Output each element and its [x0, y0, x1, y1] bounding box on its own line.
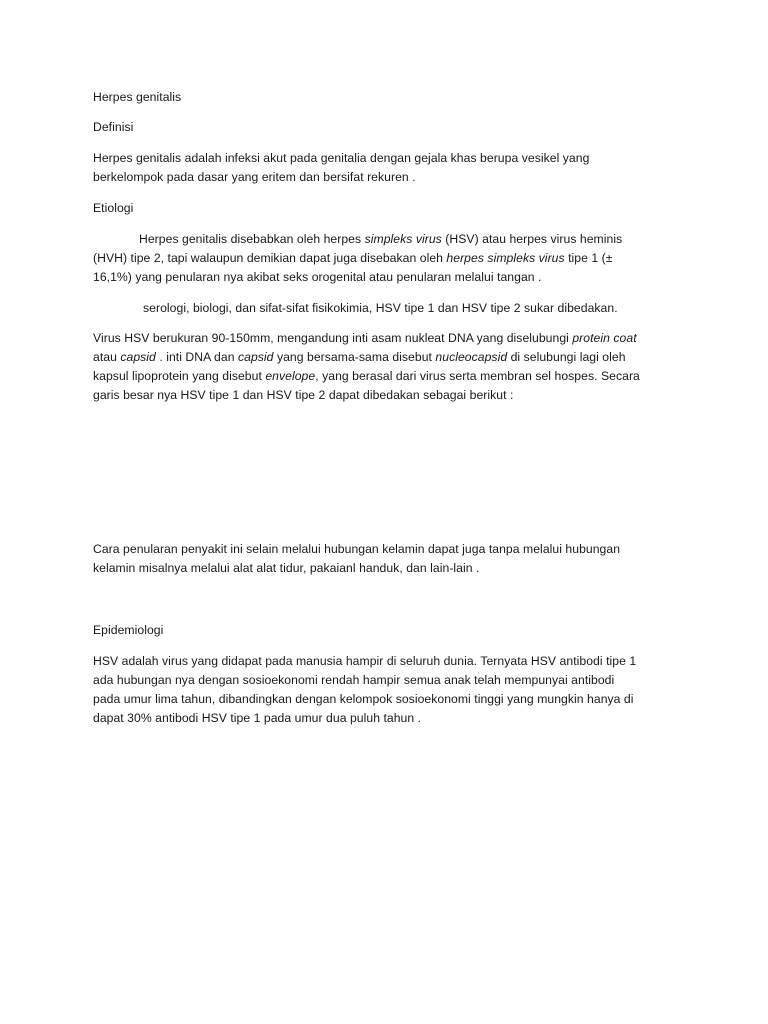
- virus-description-line: garis besar nya HSV tipe 1 dan HSV tipe 2 dapat dibedakan sebagai berikut :: [93, 388, 514, 402]
- virus-description-line: atau capsid . inti DNA dan capsid yang bersama-sama disebut nucleocapsid di selubungi lagi oleh: [93, 350, 626, 364]
- etiologi-paragraph-line: (HVH) tipe 2, tapi walaupun demikian dapat juga disebakan oleh herpes simpleks virus tipe 1 (±: [93, 251, 613, 265]
- etiologi-paragraph-line: 16,1%) yang penularan nya akibat seks orogenital atau penularan melalui tangan .: [93, 270, 542, 284]
- epidemiologi-text-line: ada hubungan nya dengan sosioekonomi rendah hampir semua anak telah mempunyai antibodi: [93, 673, 615, 687]
- etiologi-paragraph-line: Herpes genitalis disebabkan oleh herpes simpleks virus (HSV) atau herpes virus heminis: [139, 232, 623, 246]
- etiologi-heading: Etiologi: [93, 201, 134, 215]
- virus-description-line: kapsul lipoprotein yang disebut envelope, yang berasal dari virus serta membran sel hospes. Secara: [93, 369, 640, 383]
- etiologi-serologi-line: serologi, biologi, dan sifat-sifat fisikokimia, HSV tipe 1 dan HSV tipe 2 sukar dibedakan.: [143, 301, 618, 315]
- epidemiologi-text-line: pada umur lima tahun, dibandingkan dengan kelompok sosioekonomi tinggi yang mungkin hanya di: [93, 692, 634, 706]
- epidemiologi-text-line: dapat 30% antibodi HSV tipe 1 pada umur dua puluh tahun .: [93, 711, 422, 725]
- definisi-heading: Definisi: [93, 120, 134, 134]
- epidemiologi-heading: Epidemiologi: [93, 623, 164, 637]
- epidemiologi-text-line: HSV adalah virus yang didapat pada manusia hampir di seluruh dunia. Ternyata HSV antibodi tipe 1: [93, 654, 637, 668]
- definisi-text-line: berkelompok pada dasar yang eritem dan bersifat rekuren .: [93, 170, 416, 184]
- definisi-text-line: Herpes genitalis adalah infeksi akut pada genitalia dengan gejala khas berupa vesikel yang: [93, 151, 590, 165]
- document-title: Herpes genitalis: [93, 90, 182, 104]
- virus-description-line: Virus HSV berukuran 90-150mm, mengandung inti asam nukleat DNA yang diselubungi protein coat: [93, 331, 637, 345]
- penularan-line: kelamin misalnya melalui alat alat tidur, pakaianl handuk, dan lain-lain .: [93, 561, 480, 575]
- penularan-line: Cara penularan penyakit ini selain melalui hubungan kelamin dapat juga tanpa melalui hubungan: [93, 542, 621, 556]
